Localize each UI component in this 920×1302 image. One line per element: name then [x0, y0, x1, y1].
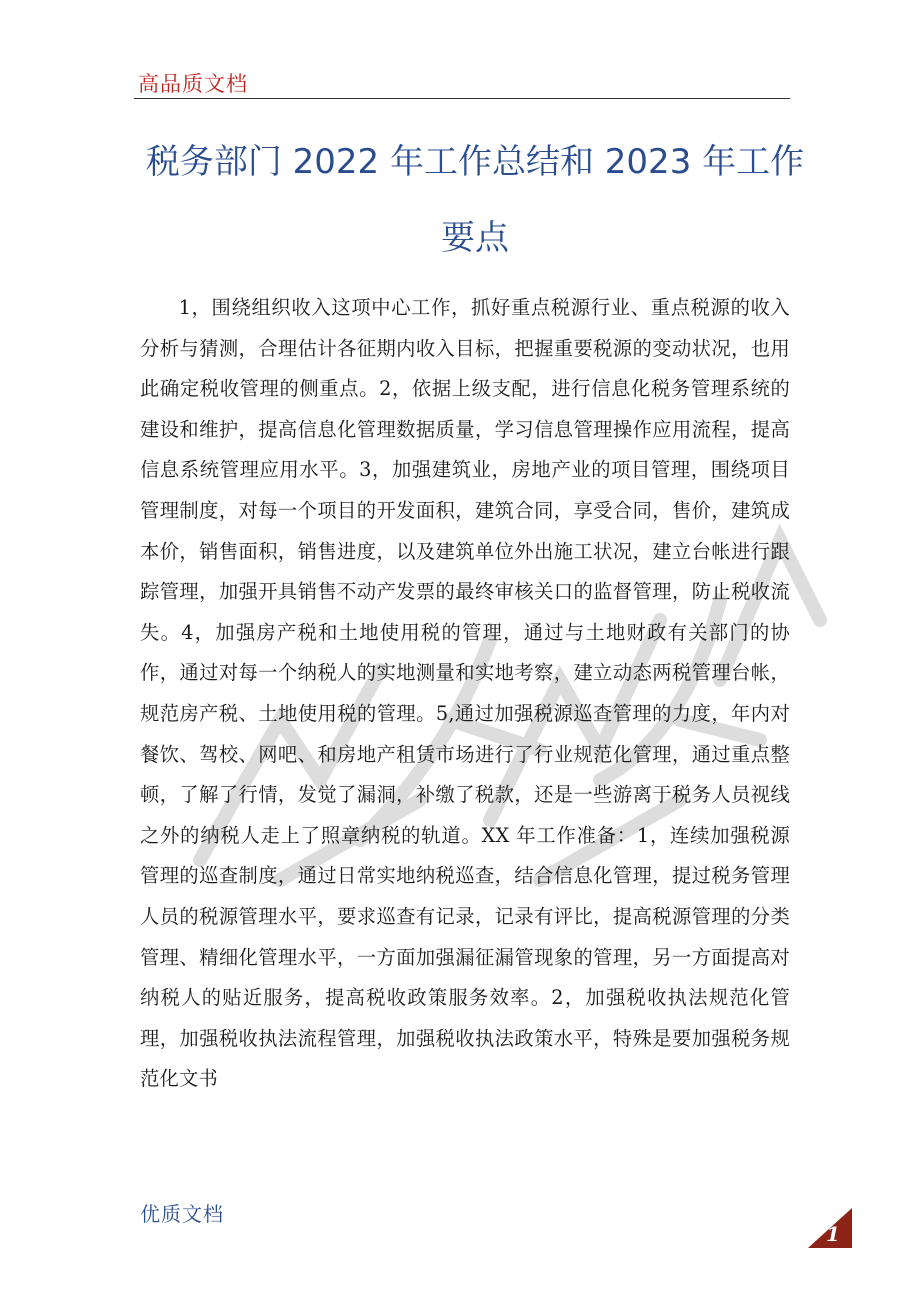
header-divider [134, 98, 790, 99]
document-title-line1: 税务部门 2022 年工作总结和 2023 年工作 [145, 142, 805, 182]
footer-label: 优质文档 [140, 1202, 224, 1226]
header-label: 高品质文档 [138, 72, 248, 96]
document-title-line2: 要点 [441, 218, 509, 258]
page-number: 1 [826, 1222, 840, 1246]
document-body: 1，围绕组织收入这项中心工作，抓好重点税源行业、重点税源的收入分析与猜测，合理估计各征期内收入目标，把握重要税源的变动状况，也用此确定税收管理的侧重点。2，依据上级支配，进行信息化税务管理系统的建设和维护，提高信息化管理数据质量，学习信息管理操作应用流程，提高信息系统管理应用水平。3，加强建筑业，房地产业的项目管理，围绕项目管理制度，对每一个项目的开发面积，建筑合同，享受合同，售价，建筑成本价，销售面积，销售进度，以及建筑单位外出施工状况，建立台帐进行跟踪管理，加强开具销售不动产发票的最终审核关口的监督管理，防止税收流失。4，加强房产税和土地使用税的管理，通过与土地财政有关部门的协作，通过对每一个纳税人的实地测量和实地考察，建立动态两税管理台帐，规范房产税、土地使用税的管理。5,通过加强税源巡查管理的力度，年内对餐饮、驾校、网吧、和房地产租赁市场进行了行业规范化管理，通过重点整顿，了解了行情，发觉了漏洞，补缴了税款，还是一些游离于税务人员视线之外的纳税人走上了照章纳税的轨道。XX 年工作准备：1，连续加强税源管理的巡查制度，通过日常实地纳税巡查，结合信息化管理，提过税务管理人员的税源管理水平，要求巡查有记录，记录有评比，提高税源管理的分类管理、精细化管理水平，一方面加强漏征漏管现象的管理，另一方面提高对纳税人的贴近服务，提高税收政策服务效率。2，加强税收执法规范化管理，加强税收执法流程管理，加强税收执法政策水平，特殊是要加强税务规范化文书 [140, 296, 790, 1091]
